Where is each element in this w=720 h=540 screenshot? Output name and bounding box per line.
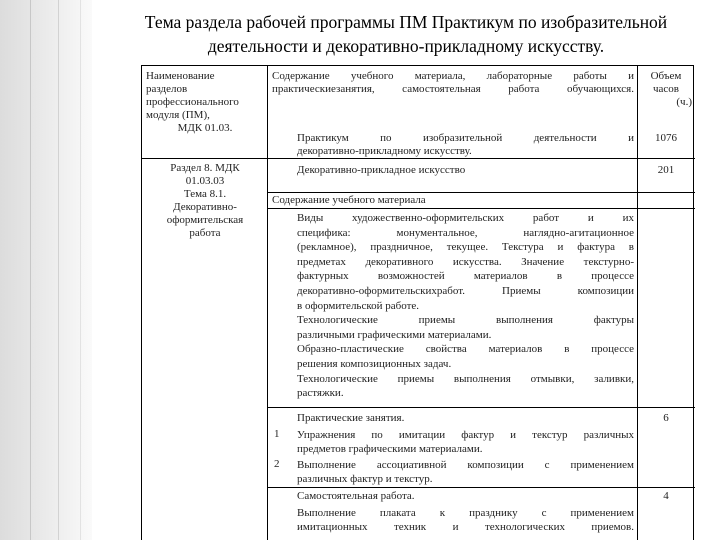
header-line: практическиезанятия, самостоятельная работа обучающихся.	[272, 83, 634, 95]
row-divider	[142, 158, 695, 159]
content-line: Образно-пластические свойства материалов в процессе	[297, 343, 634, 356]
practice-line: различных фактур и текстур.	[297, 473, 433, 485]
deco-line	[30, 0, 31, 540]
text-line: Практикум по изобразительной деятельности и	[297, 132, 634, 144]
self-work-body	[297, 506, 634, 534]
slide-title	[98, 10, 714, 58]
content-line: декоративно-оформительскихработ. Приемы композиции	[297, 284, 634, 297]
column-divider	[637, 66, 638, 540]
practice-item	[297, 458, 634, 486]
content-line: в оформительской работе.	[297, 299, 420, 312]
title-line: деятельности и декоративно-прикладному искусству.	[207, 36, 605, 56]
content-line: Технологические приемы выполнения отмывки, заливки,	[297, 372, 634, 385]
section-names	[146, 162, 264, 240]
content-line: Технологические приемы выполнения фактуры	[297, 314, 634, 327]
practice-line: Выполнение ассоциативной композиции с применением	[297, 459, 634, 471]
content-line: (рекламное), праздничное, текущее. Текстура и фактура в	[297, 241, 634, 254]
document-table	[141, 65, 694, 540]
self-work-hours: 4	[663, 490, 669, 502]
header-line: Объем	[650, 70, 682, 82]
header-content	[272, 70, 634, 96]
column-divider	[267, 66, 268, 540]
section-line: Тема 8.1.	[183, 188, 227, 200]
practice-hours: 6	[663, 412, 669, 424]
section-name: Декоративно-прикладное искусство	[297, 164, 466, 176]
content-line: растяжки.	[297, 387, 344, 400]
practice-item-number: 2	[274, 458, 280, 470]
header-line: модуля (ПМ),	[146, 109, 210, 121]
deco-line	[58, 0, 59, 540]
left-decoration	[0, 0, 92, 540]
header-line: часов	[653, 83, 679, 95]
title-line: Тема раздела рабочей программы ПМ Практикум по изобразительной	[144, 12, 668, 32]
section-line: Раздел 8. МДК	[170, 162, 240, 174]
self-work-heading: Самостоятельная работа.	[297, 490, 415, 502]
practice-line: Упражнения по имитации фактур и текстур различных	[297, 429, 634, 441]
content-heading: Содержание учебного материала	[272, 194, 426, 206]
header-hours	[640, 70, 692, 109]
deco-line	[80, 0, 81, 540]
content-line: различными графическими материалами.	[297, 328, 492, 341]
praktikum-title	[297, 132, 634, 158]
header-section-names	[146, 70, 264, 135]
content-line: специфика: монументальное, наглядно-агитационное	[297, 226, 634, 239]
header-line: МДК 01.03.	[177, 122, 233, 134]
praktikum-hours: 1076	[655, 132, 677, 144]
row-divider	[267, 407, 695, 408]
content-line: предметах декоративного искусства. Значение текстурно-	[297, 255, 634, 268]
text-line: декоративно-прикладному искусству.	[297, 145, 472, 157]
header-line: разделов	[146, 83, 188, 95]
header-line: (ч.)	[676, 96, 692, 108]
section-line: 01.03.03	[185, 175, 225, 187]
content-body	[297, 211, 634, 401]
content-line: решения композиционных задач.	[297, 357, 452, 370]
section-line: оформительская	[166, 214, 244, 226]
section-hours: 201	[657, 164, 675, 176]
practice-item	[297, 428, 634, 456]
practice-item-number: 1	[274, 428, 280, 440]
content-line: Виды художественно-оформительских работ и их	[297, 212, 634, 224]
self-work-line: имитационных техник и технологических приемов.	[297, 521, 634, 533]
row-divider	[267, 208, 695, 209]
self-work-line: Выполнение плаката к празднику с применением	[297, 507, 634, 519]
practice-heading: Практические занятия.	[297, 412, 405, 424]
section-line: Декоративно-	[173, 201, 237, 213]
row-divider	[267, 192, 695, 193]
header-line: Содержание учебного материала, лабораторные работы и	[272, 70, 634, 82]
practice-line: предметов графическими материалами.	[297, 443, 483, 455]
content-line: фактурных возможностей материалов в процессе	[297, 270, 634, 283]
row-divider	[267, 487, 695, 488]
header-line: Наименование	[146, 70, 215, 82]
header-line: профессионального	[146, 96, 239, 108]
section-line: работа	[189, 227, 221, 239]
